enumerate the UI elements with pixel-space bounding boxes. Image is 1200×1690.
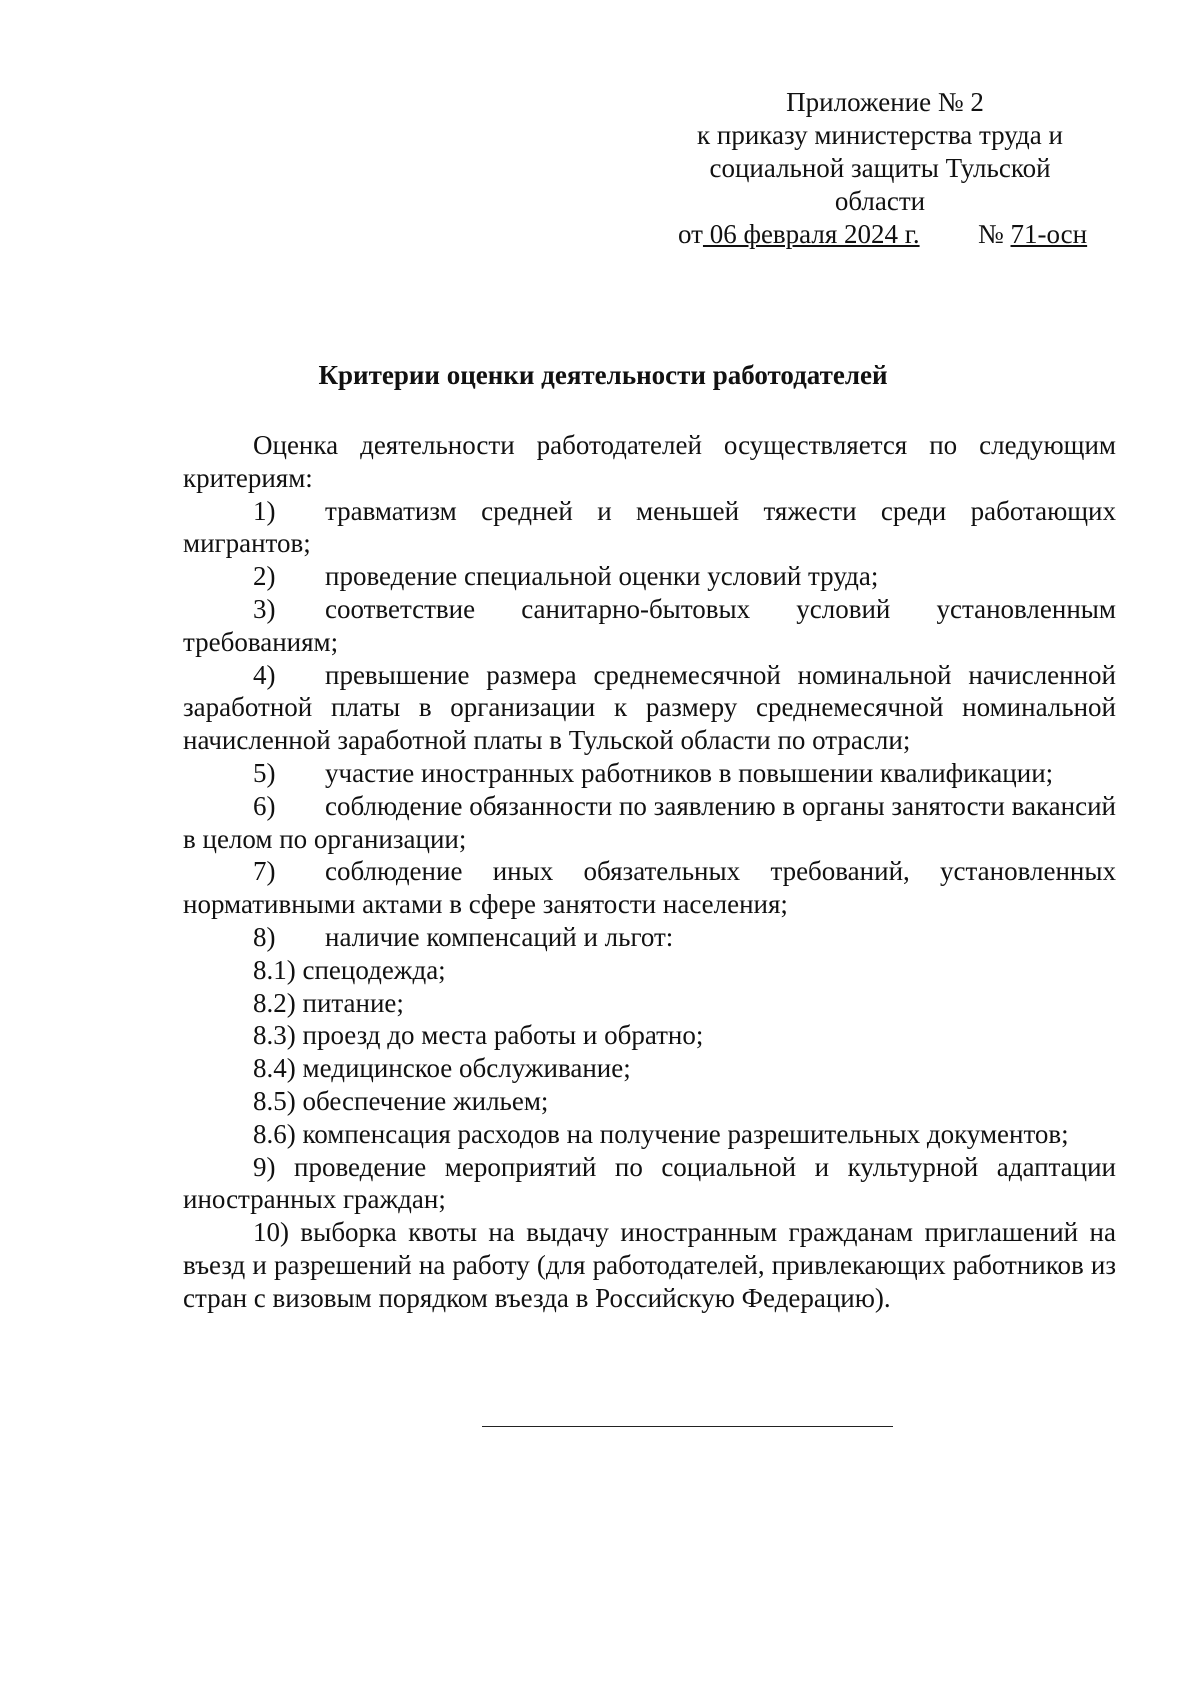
document-body	[183, 429, 1116, 1315]
appendix-line-1: к приказу министерства труда и	[697, 120, 1063, 150]
item-number: 4)	[253, 659, 276, 690]
item-number: 3)	[253, 593, 276, 624]
sub-item: 8.3) проезд до места работы и обратно;	[253, 1020, 704, 1051]
item-text: соблюдение обязанности по заявлению в органы занятости вакансий в целом по организации;	[183, 790, 1116, 854]
criterion-item	[183, 790, 1116, 856]
item-number: 1)	[253, 495, 276, 526]
item-text: участие иностранных работников в повышении квалификации;	[325, 757, 1054, 788]
item-number: 5)	[253, 757, 276, 788]
item-text: превышение размера среднемесячной номинальной начисленной заработной платы в организации к размеру среднемесячной номинальной начисленной заработной платы в Тульской области по отрасли;	[183, 659, 1116, 756]
order-number	[978, 218, 1087, 251]
intro-paragraph: Оценка деятельности работодателей осуществляется по следующим критериям:	[183, 430, 1116, 493]
appendix-header	[660, 86, 1100, 251]
sub-item: 8.6) компенсация расходов на получение разрешительных документов;	[253, 1118, 1069, 1149]
appendix-line-2: социальной защиты Тульской	[709, 153, 1051, 183]
criterion-item	[183, 757, 1116, 790]
sub-item: 8.2) питание;	[253, 987, 404, 1018]
order-date	[678, 218, 920, 251]
closing-divider	[482, 1426, 893, 1427]
document-title-text: Критерии оценки деятельности работодателей	[318, 360, 888, 390]
appendix-line-3: области	[834, 186, 926, 216]
criterion-item	[183, 921, 1116, 954]
sub-item: 8.5) обеспечение жильем;	[253, 1085, 549, 1116]
number-value: 71-осн	[1010, 219, 1088, 249]
number-prefix: №	[978, 219, 1004, 249]
date-prefix: от	[678, 219, 703, 249]
criterion-item	[183, 855, 1116, 921]
item-number: 7)	[253, 856, 276, 887]
item-text: травматизм средней и меньшей тяжести среди работающих мигрантов;	[183, 495, 1116, 559]
criterion-item	[183, 560, 1116, 593]
sub-item: 8.1) спецодежда;	[253, 954, 446, 985]
date-value: 06 февраля 2024 г.	[702, 219, 920, 249]
criterion-item-9: 9) проведение мероприятий по социальной и культурной адаптации иностранных граждан;	[183, 1151, 1116, 1215]
criterion-item	[183, 659, 1116, 757]
item-text: проведение специальной оценки условий труда;	[325, 561, 879, 592]
criterion-item	[183, 495, 1116, 561]
document-title	[0, 358, 1200, 392]
item-text: соблюдение иных обязательных требований, установленных нормативными актами в сфере занятости населения;	[183, 856, 1116, 920]
order-date-number	[660, 218, 1100, 251]
item-text: соответствие санитарно-бытовых условий установленным требованиям;	[183, 593, 1116, 657]
appendix-title: Приложение № 2	[786, 87, 984, 117]
criterion-item-10: 10) выборка квоты на выдачу иностранным гражданам приглашений на въезд и разрешений на работу (для работодателей, привлекающих работников из стран с визовым порядком въезда в Российскую Федерацию).	[183, 1217, 1116, 1313]
sub-item: 8.4) медицинское обслуживание;	[253, 1053, 631, 1084]
criterion-item	[183, 593, 1116, 659]
item-number: 6)	[253, 790, 276, 821]
item-text: наличие компенсаций и льгот:	[325, 921, 674, 952]
item-number: 8)	[253, 921, 276, 952]
item-number: 2)	[253, 561, 276, 592]
